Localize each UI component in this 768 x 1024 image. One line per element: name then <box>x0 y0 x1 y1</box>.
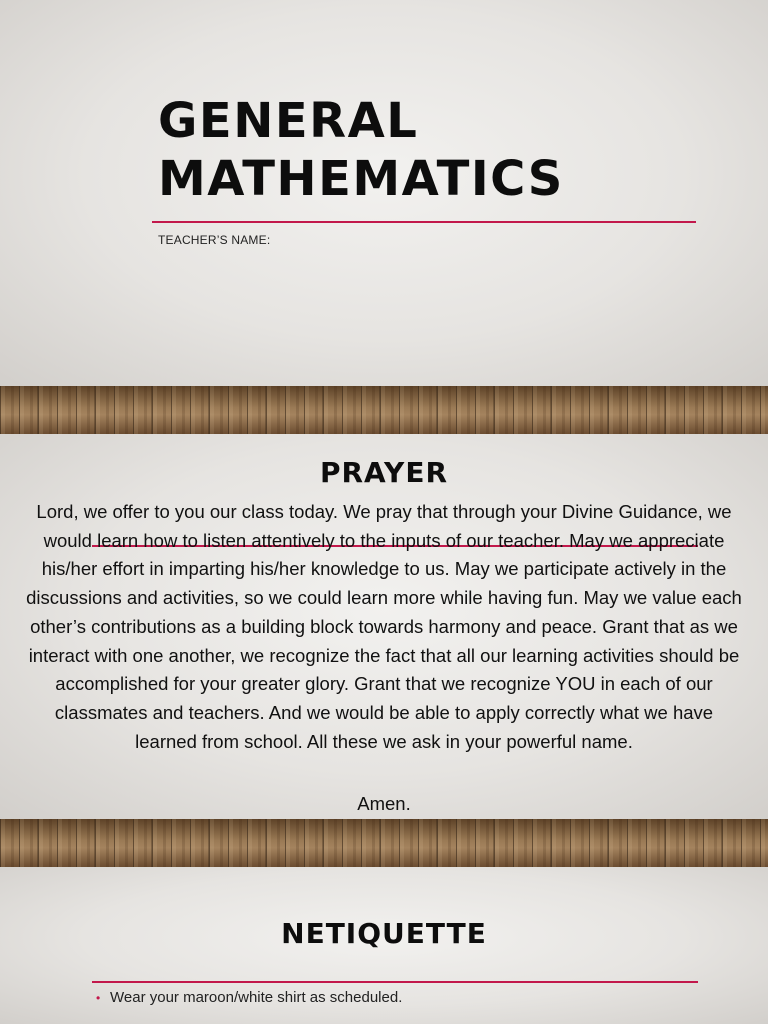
title-slide <box>0 0 768 386</box>
wood-floor-divider <box>0 819 768 867</box>
netiquette-title: NETIQUETTE <box>281 917 487 950</box>
prayer-body-text: Lord, we offer to you our class today. We pray that through your Divine Guidance, we would learn how to listen attentively to the inputs of our teacher. May we appreciate his/her effort in imparting his/her knowledge to us. May we participate actively in the discussions and activities, so we could learn more while having fun. May we value each other’s contributions as a building block towards harmony and peace. Grant that as we interact with one another, we recognize the fact that all our learning activities should be accomplished for your greater glory. Grant that we recognize YOU in each of our classmates and teachers. And we would be able to apply correctly what we have learned from school. All these we ask in your powerful name. <box>26 501 742 752</box>
title-line-1: GENERAL <box>158 93 419 149</box>
slide-title <box>158 92 564 208</box>
netiquette-divider <box>92 981 698 983</box>
netiquette-slide <box>0 867 768 1024</box>
bullet-dot-icon: • <box>96 991 101 1005</box>
title-line-2: MATHEMATICS <box>158 151 564 207</box>
prayer-closing: Amen. <box>357 793 411 814</box>
list-item-text: Wear your maroon/white shirt as scheduled. <box>110 989 403 1006</box>
wood-floor-divider <box>0 386 768 434</box>
teacher-name-label: TEACHER’S NAME: <box>158 233 271 247</box>
prayer-title: PRAYER <box>319 456 449 489</box>
list-item <box>96 987 402 1009</box>
prayer-slide <box>0 434 768 819</box>
title-divider <box>152 221 696 223</box>
netiquette-list <box>96 987 402 1009</box>
